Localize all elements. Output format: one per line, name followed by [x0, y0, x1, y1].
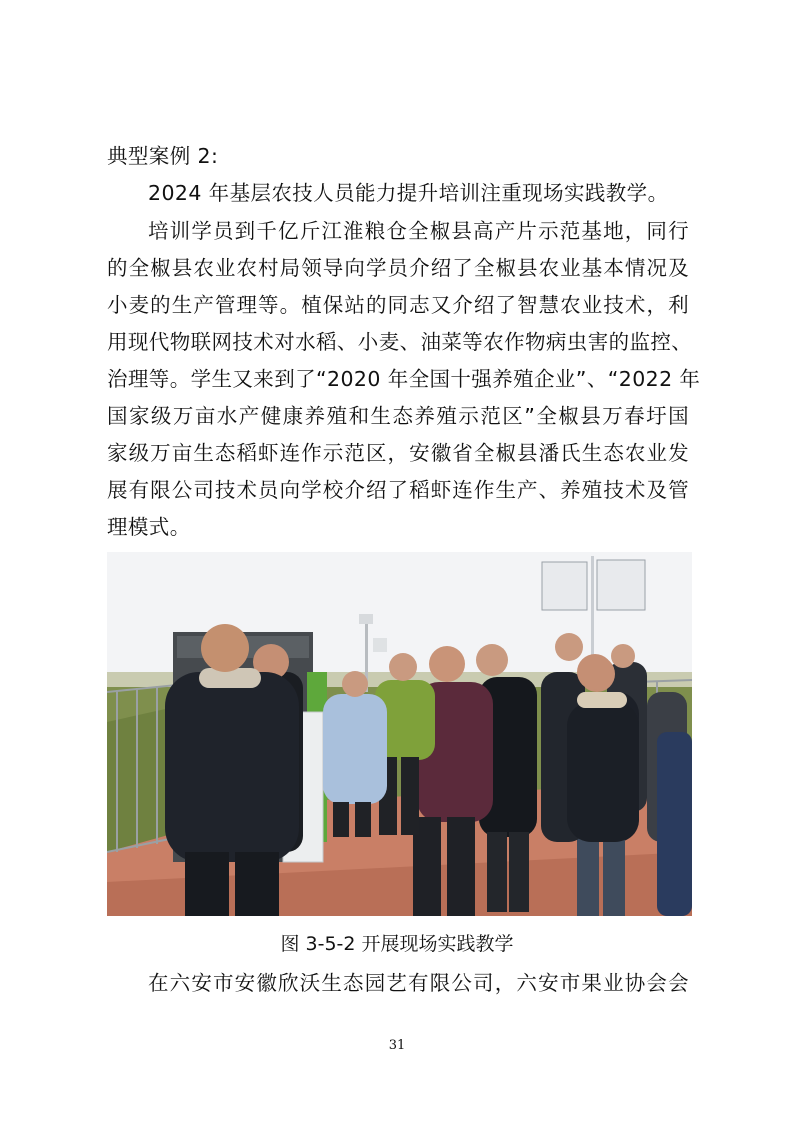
- photo-illustration: [107, 552, 692, 916]
- figure-caption: 图 3-5-2 开展现场实践教学: [280, 933, 514, 955]
- paragraph-next: 在六安市安徽欣沃生态园艺有限公司，六安市果业协会会: [148, 971, 689, 995]
- case-heading: 典型案例 2:: [107, 144, 219, 168]
- paragraph-line: 的全椒县农业农村局领导向学员介绍了全椒县农业基本情况及: [107, 256, 689, 280]
- field-teaching-photo: [107, 552, 692, 916]
- paragraph-line: 小麦的生产管理等。植保站的同志又介绍了智慧农业技术，利: [107, 293, 689, 317]
- paragraph-line: 治理等。学生又来到了“2020 年全国十强养殖企业”、“2022 年: [107, 367, 701, 391]
- paragraph-intro: 2024 年基层农技人员能力提升培训注重现场实践教学。: [148, 181, 669, 205]
- paragraph-line: 家级万亩生态稻虾连作示范区，安徽省全椒县潘氏生态农业发: [107, 441, 689, 465]
- paragraph-line: 培训学员到千亿斤江淮粮仓全椒县高产片示范基地，同行: [148, 219, 689, 243]
- paragraph-line: 国家级万亩水产健康养殖和生态养殖示范区”全椒县万春圩国: [107, 404, 689, 428]
- paragraph-line: 用现代物联网技术对水稻、小麦、油菜等农作物病虫害的监控、: [107, 330, 693, 354]
- paragraph-line: 展有限公司技术员向学校介绍了稻虾连作生产、养殖技术及管: [107, 478, 689, 502]
- paragraph-line: 理模式。: [107, 515, 191, 539]
- page-number: 31: [388, 1038, 406, 1053]
